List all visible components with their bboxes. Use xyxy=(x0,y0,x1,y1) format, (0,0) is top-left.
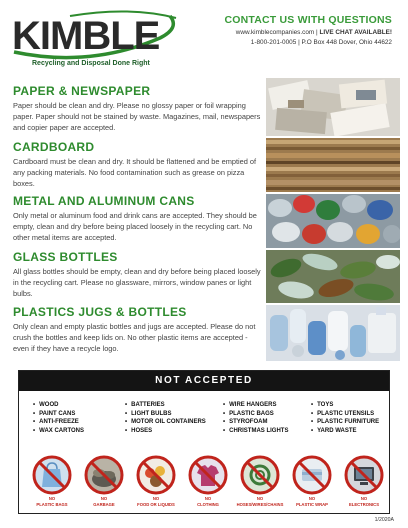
list-item: • WIRE HANGERS xyxy=(223,401,288,410)
electronics-icon xyxy=(344,455,384,495)
separator: | xyxy=(298,39,300,46)
garbage-icon xyxy=(84,455,124,495)
mailing-address: P.O Box 448 Dover, Ohio 44622 xyxy=(301,39,392,46)
section-body: All glass bottles should be empty, clean and dry before being placed loosely in the recycling cart. Please no glassware, mirrors, window panes or light bulbs. xyxy=(13,267,261,298)
list-item: • TOYS xyxy=(311,401,379,410)
list-item: • WAX CARTONS xyxy=(33,427,84,436)
list-item: • ANTI-FREEZE xyxy=(33,418,84,427)
website-link[interactable]: www.kimblecompanies.com xyxy=(235,29,315,36)
not-accepted-lists xyxy=(33,401,385,453)
section-body: Paper should be clean and dry. Please no glossy paper or foil wrapping paper. Paper should not be stained by waste. Magazines, mail, newspapers and copier paper are accepted. xyxy=(13,101,261,132)
kimble-logo xyxy=(10,8,182,72)
list-item: • HOSES xyxy=(125,427,206,436)
not-accepted-panel xyxy=(18,370,390,514)
list-item: • LIGHT BULBS xyxy=(125,410,206,419)
prohibited-item xyxy=(287,455,337,507)
plastics-photo xyxy=(266,305,400,361)
list-item: • MOTOR OIL CONTAINERS xyxy=(125,418,206,427)
glass-photo xyxy=(266,250,400,303)
prohibited-item xyxy=(27,455,77,507)
prohibited-label: ELECTRONICS xyxy=(348,502,379,507)
prohibited-icons-row xyxy=(27,455,381,511)
section-title: PAPER & NEWSPAPER xyxy=(13,84,151,98)
prohibited-item xyxy=(339,455,389,507)
live-chat-link[interactable]: LIVE CHAT AVAILABLE! xyxy=(319,29,392,36)
section-title: GLASS BOTTLES xyxy=(13,250,118,264)
list-item: • STYROFOAM xyxy=(223,418,288,427)
contact-web-line xyxy=(192,29,392,36)
section-title: PLASTICS JUGS & BOTTLES xyxy=(13,305,187,319)
plastic-bag-icon xyxy=(32,455,72,495)
list-item: • PAINT CANS xyxy=(33,410,84,419)
section-body: Only metal or aluminum food and drink cans are accepted. They should be empty, clean and dry before being placed loosely in the recycling cart. No other metal items are accepted. xyxy=(13,211,257,242)
section-metal-cans xyxy=(13,194,261,243)
prohibited-label: CLOTHING xyxy=(197,502,219,507)
prohibited-no: NO xyxy=(360,496,368,501)
list-item: • CHRISTMAS LIGHTS xyxy=(223,427,288,436)
section-body: Cardboard must be clean and dry. It should be flattened and be emptied of any packing materials. No food contamination such as grease on pizza boxes. xyxy=(13,157,257,188)
section-title: METAL AND ALUMINUM CANS xyxy=(13,194,195,208)
prohibited-label: GARBAGE xyxy=(93,502,115,507)
not-accepted-column xyxy=(125,401,206,435)
prohibited-label: PLASTIC BAGS xyxy=(36,502,68,507)
contact-phone-line xyxy=(192,39,392,46)
prohibited-item xyxy=(183,455,233,507)
prohibited-item xyxy=(235,455,285,507)
section-cardboard xyxy=(13,140,261,189)
food-icon xyxy=(136,455,176,495)
prohibited-label: PLASTIC WRAP xyxy=(296,502,328,507)
list-item: • PLASTIC FURNITURE xyxy=(311,418,379,427)
phone-number[interactable]: 1-800-201-0005 xyxy=(250,39,297,46)
list-item: • BATTERIES xyxy=(125,401,206,410)
clothing-icon xyxy=(188,455,228,495)
prohibited-no: NO xyxy=(308,496,316,501)
separator: | xyxy=(316,29,318,36)
cans-photo xyxy=(266,194,400,248)
section-glass-bottles xyxy=(13,250,261,299)
section-plastics xyxy=(13,305,261,354)
logo-wordmark: KIMBLE xyxy=(12,14,160,58)
section-paper xyxy=(13,84,261,133)
plastic-wrap-icon xyxy=(292,455,332,495)
prohibited-no: NO xyxy=(48,496,56,501)
not-accepted-column xyxy=(311,401,379,435)
paper-photo xyxy=(266,78,400,136)
cardboard-photo xyxy=(266,138,400,192)
contact-block xyxy=(192,14,392,46)
prohibited-no: NO xyxy=(152,496,160,501)
section-title: CARDBOARD xyxy=(13,140,95,154)
not-accepted-column xyxy=(33,401,84,435)
prohibited-label: FOOD OR LIQUIDS xyxy=(137,502,175,507)
prohibited-no: NO xyxy=(256,496,264,501)
list-item: • PLASTIC BAGS xyxy=(223,410,288,419)
not-accepted-title: NOT ACCEPTED xyxy=(19,371,389,391)
prohibited-item xyxy=(79,455,129,507)
list-item: • YARD WASTE xyxy=(311,427,379,436)
not-accepted-column xyxy=(223,401,288,435)
list-item: • WOOD xyxy=(33,401,84,410)
contact-title: CONTACT US WITH QUESTIONS xyxy=(224,14,392,26)
prohibited-no: NO xyxy=(100,496,108,501)
prohibited-no: NO xyxy=(204,496,212,501)
prohibited-item xyxy=(131,455,181,507)
hose-icon xyxy=(240,455,280,495)
prohibited-label: HOSES/WIRES/CHAINS xyxy=(236,502,284,507)
list-item: • PLASTIC UTENSILS xyxy=(311,410,379,419)
version-code: 1/2020A xyxy=(374,517,394,523)
logo-tagline: Recycling and Disposal Done Right xyxy=(32,60,150,67)
section-body: Only clean and empty plastic bottles and jugs are accepted. Please do not crush the bottles and keep lids on. No other plastic items are accepted - even if they have a recycle logo. xyxy=(13,322,256,353)
